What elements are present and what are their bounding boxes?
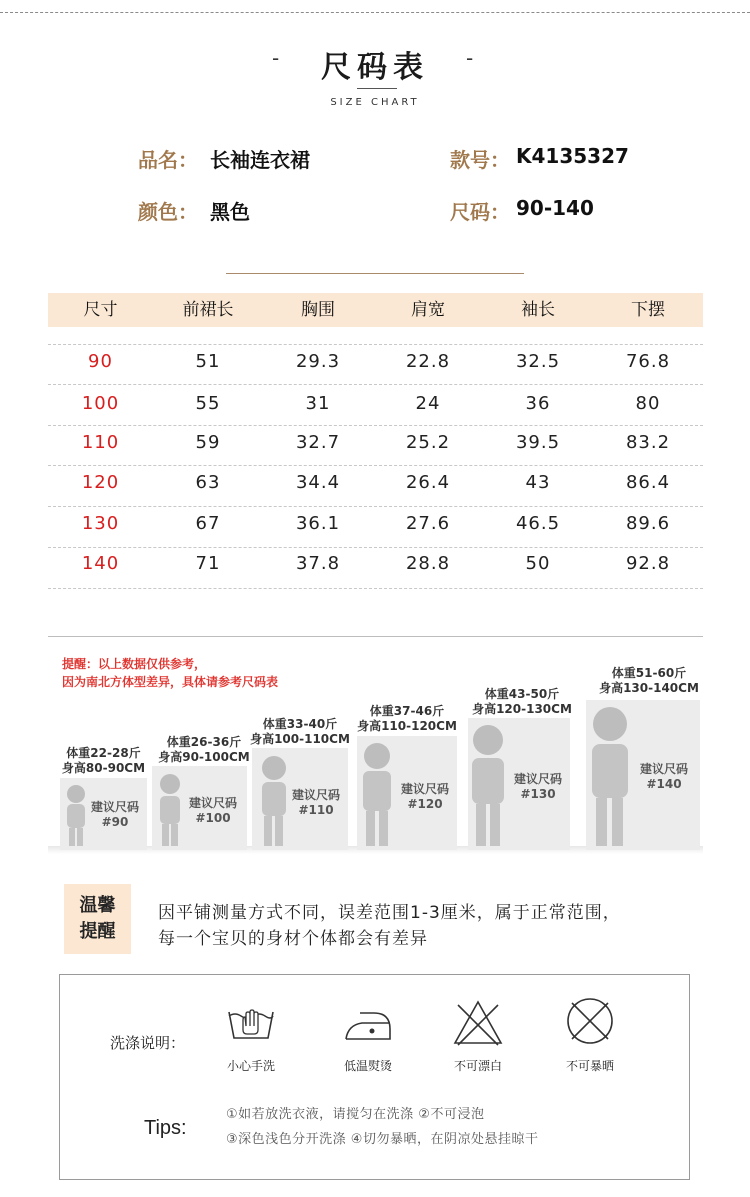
kid-suggest-label: 建议尺码 bbox=[513, 772, 562, 786]
warm-tip-line-1: 温馨 bbox=[79, 895, 116, 916]
cell-sleeve: 32.5 bbox=[515, 351, 561, 372]
cell-sleeve: 36 bbox=[525, 393, 551, 414]
kid-90-label bbox=[56, 746, 151, 776]
wash-instructions-label: 洗涤说明： bbox=[110, 1034, 186, 1052]
cell-hem: 86.4 bbox=[625, 472, 671, 493]
cell-size: 100 bbox=[81, 393, 120, 414]
product-name-label: 品名： bbox=[138, 148, 198, 172]
no-bleach-icon bbox=[452, 999, 504, 1047]
care-hand-wash-label: 小心手洗 bbox=[226, 1059, 275, 1073]
tips-label: Tips: bbox=[144, 1117, 187, 1139]
kid-suggest-size: #110 bbox=[298, 803, 334, 817]
size-range-label: 尺码： bbox=[450, 200, 510, 224]
model-label: 款号： bbox=[450, 148, 510, 172]
cell-hem: 76.8 bbox=[625, 351, 671, 372]
care-no-tumble-label: 不可暴晒 bbox=[565, 1059, 614, 1073]
header-size: 尺寸 bbox=[83, 300, 118, 320]
cell-size: 110 bbox=[81, 432, 120, 453]
kid-height: 身高100-110CM bbox=[250, 732, 350, 746]
kid-suggest bbox=[284, 788, 348, 818]
kid-140-label bbox=[596, 666, 702, 696]
kid-suggest-label: 建议尺码 bbox=[188, 796, 237, 810]
cell-shoulder: 22.8 bbox=[405, 351, 451, 372]
kid-weight: 体重33-40斤 bbox=[262, 717, 338, 731]
kid-90-card bbox=[60, 778, 147, 850]
cell-front-length: 63 bbox=[195, 472, 221, 493]
cell-hem: 89.6 bbox=[625, 513, 671, 534]
kid-120-label bbox=[355, 704, 459, 734]
table-bottom-divider bbox=[48, 636, 703, 637]
kid-suggest-size: #140 bbox=[646, 777, 682, 791]
care-low-iron-label: 低温熨烫 bbox=[343, 1059, 392, 1073]
cell-shoulder: 28.8 bbox=[405, 553, 451, 574]
kid-weight: 体重43-50斤 bbox=[484, 687, 560, 701]
cell-front-length: 55 bbox=[195, 393, 221, 414]
table-row bbox=[48, 342, 703, 382]
page-title: 尺码表 bbox=[321, 50, 429, 85]
cell-front-length: 59 bbox=[195, 432, 221, 453]
title-dash-left: - bbox=[272, 46, 280, 70]
warm-tip-badge bbox=[64, 884, 131, 954]
kid-suggest bbox=[84, 800, 146, 830]
cell-size: 120 bbox=[81, 472, 120, 493]
size-table-header bbox=[48, 293, 703, 327]
kid-height: 身高90-100CM bbox=[158, 750, 250, 764]
table-row bbox=[48, 384, 703, 424]
cell-sleeve: 50 bbox=[525, 553, 551, 574]
kid-suggest-size: #100 bbox=[195, 811, 231, 825]
cell-chest: 36.1 bbox=[295, 513, 341, 534]
cell-chest: 37.8 bbox=[295, 553, 341, 574]
product-name-value: 长袖连衣裙 bbox=[210, 148, 310, 172]
page-subtitle: SIZE CHART bbox=[330, 97, 420, 108]
kid-weight: 体重51-60斤 bbox=[611, 666, 687, 680]
care-instructions-box bbox=[59, 974, 690, 1180]
kid-suggest-label: 建议尺码 bbox=[90, 800, 139, 814]
no-tumble-dry-icon bbox=[564, 995, 616, 1047]
cell-shoulder: 26.4 bbox=[405, 472, 451, 493]
header-chest: 胸围 bbox=[301, 300, 335, 320]
cell-sleeve: 43 bbox=[525, 472, 551, 493]
cell-chest: 34.4 bbox=[295, 472, 341, 493]
row-divider bbox=[48, 588, 703, 589]
kid-height: 身高80-90CM bbox=[61, 761, 146, 775]
tips-line-2: ③深色浅色分开洗涤 ④切勿暴晒，在阴凉处悬挂晾干 bbox=[226, 1132, 539, 1147]
kid-suggest-size: #130 bbox=[520, 787, 556, 801]
header-front-length: 前裙长 bbox=[182, 300, 234, 320]
cell-size: 130 bbox=[81, 513, 120, 534]
warm-tip-text-2: 每一个宝贝的身材个体都会有差异 bbox=[158, 929, 428, 949]
warm-tip-line-2: 提醒 bbox=[79, 921, 116, 942]
cell-size: 90 bbox=[88, 351, 113, 372]
kid-110-card bbox=[252, 748, 348, 850]
table-row bbox=[48, 463, 703, 503]
low-iron-icon bbox=[340, 1005, 396, 1043]
hand-wash-icon bbox=[225, 1000, 277, 1042]
top-dashed-divider bbox=[0, 12, 750, 13]
kid-suggest bbox=[182, 796, 244, 826]
size-range-value: 90-140 bbox=[516, 196, 594, 220]
kid-suggest-size: #120 bbox=[407, 797, 443, 811]
kid-110-label bbox=[248, 717, 352, 747]
kid-suggest bbox=[632, 762, 696, 792]
kid-120-card bbox=[357, 736, 457, 850]
color-label: 颜色： bbox=[138, 200, 198, 224]
cell-shoulder: 24 bbox=[415, 393, 441, 414]
warm-tip-text-1: 因平铺测量方式不同，误差范围1-3厘米，属于正常范围， bbox=[158, 903, 621, 923]
kid-height: 身高130-140CM bbox=[599, 681, 699, 695]
color-value: 黑色 bbox=[210, 200, 250, 224]
kid-weight: 体重22-28斤 bbox=[66, 746, 141, 760]
cell-chest: 29.3 bbox=[295, 351, 341, 372]
kid-suggest-label: 建议尺码 bbox=[639, 762, 688, 776]
cell-chest: 32.7 bbox=[295, 432, 341, 453]
cell-shoulder: 25.2 bbox=[405, 432, 451, 453]
kid-suggest-size: #90 bbox=[101, 815, 129, 829]
kid-suggest-label: 建议尺码 bbox=[400, 782, 449, 796]
kid-weight: 体重26-36斤 bbox=[166, 735, 242, 749]
cell-size: 140 bbox=[81, 553, 120, 574]
cell-chest: 31 bbox=[305, 393, 331, 414]
kid-height: 身高110-120CM bbox=[357, 719, 457, 733]
cell-hem: 83.2 bbox=[625, 432, 671, 453]
kid-100-card bbox=[152, 766, 247, 850]
info-divider bbox=[226, 273, 524, 274]
kid-suggest bbox=[393, 782, 457, 812]
cell-hem: 80 bbox=[635, 393, 661, 414]
kid-suggest bbox=[506, 772, 570, 802]
title-dash-right: - bbox=[466, 46, 474, 70]
kid-height: 身高120-130CM bbox=[472, 702, 572, 716]
cell-front-length: 67 bbox=[195, 513, 221, 534]
cell-sleeve: 46.5 bbox=[515, 513, 561, 534]
care-no-bleach-label: 不可漂白 bbox=[453, 1059, 502, 1073]
header-sleeve: 袖长 bbox=[521, 300, 555, 320]
reminder-line-1: 提醒：以上数据仅供参考， bbox=[62, 657, 207, 671]
reminder-line-2: 因为南北方体型差异，具体请参考尺码表 bbox=[62, 675, 279, 689]
header-hem: 下摆 bbox=[631, 300, 665, 320]
cell-front-length: 51 bbox=[195, 351, 221, 372]
model-value: K4135327 bbox=[516, 144, 629, 168]
cell-front-length: 71 bbox=[195, 553, 221, 574]
cell-hem: 92.8 bbox=[625, 553, 671, 574]
kid-suggest-label: 建议尺码 bbox=[291, 788, 340, 802]
kid-130-label bbox=[470, 687, 574, 717]
kid-130-card bbox=[468, 718, 570, 850]
kid-100-label bbox=[154, 735, 254, 765]
table-row bbox=[48, 544, 703, 584]
header-shoulder: 肩宽 bbox=[411, 300, 445, 320]
table-row bbox=[48, 423, 703, 463]
cell-shoulder: 27.6 bbox=[405, 513, 451, 534]
tips-line-1: ①如若放洗衣液，请搅匀在洗涤 ②不可浸泡 bbox=[226, 1107, 485, 1122]
table-row bbox=[48, 504, 703, 544]
kid-140-card bbox=[586, 700, 700, 850]
title-underline bbox=[357, 88, 397, 89]
cell-sleeve: 39.5 bbox=[515, 432, 561, 453]
kid-weight: 体重37-46斤 bbox=[369, 704, 445, 718]
